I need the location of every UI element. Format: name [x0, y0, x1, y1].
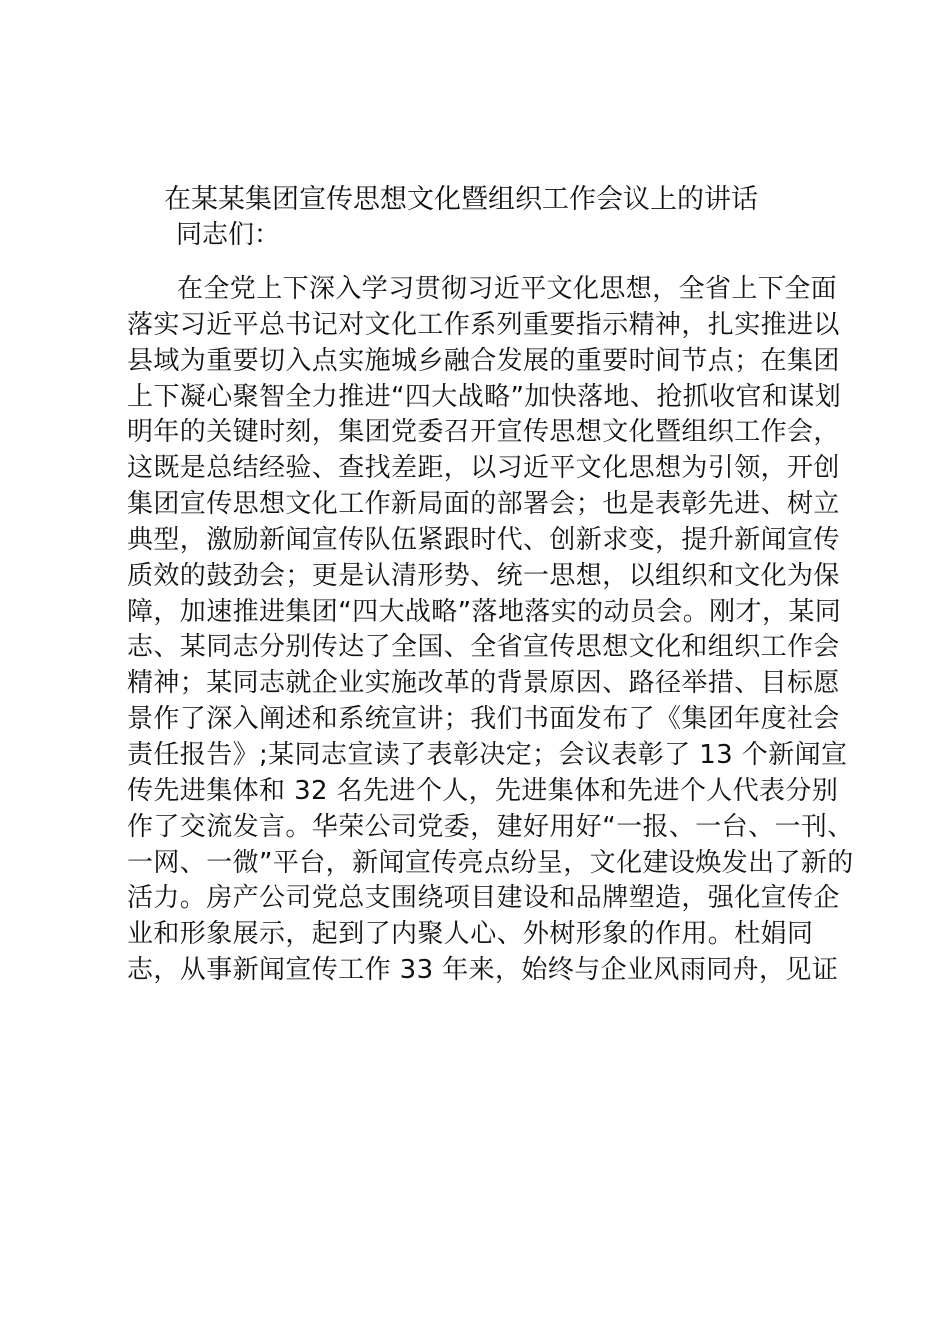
text-line: 县域为重要切入点实施城乡融合发展的重要时间节点；在集团 — [127, 345, 840, 376]
text-line: 精神；某同志就企业实施改革的背景原因、路径举措、目标愿 — [127, 668, 840, 699]
text-line: 在全党上下深入学习贯彻习近平文化思想，全省上下全面 — [177, 274, 838, 304]
text-line: 一网、一微”平台，新闻宣传亮点纷呈，文化建设焕发出了新的 — [127, 847, 854, 878]
text-line: 志，从事新闻宣传工作 33 年来，始终与企业风雨同舟，见证 — [127, 955, 839, 986]
text-line: 责任报告》;某同志宣读了表彰决定；会议表彰了 13 个新闻宣 — [127, 739, 848, 770]
text-line: 明年的关键时刻，集团党委召开宣传思想文化暨组织工作会， — [127, 417, 840, 448]
salutation: 同志们： — [176, 220, 281, 250]
text-line: 活力。房产公司党总支围绕项目建设和品牌塑造，强化宣传企 — [127, 883, 840, 914]
text-line: 业和形象展示，起到了内聚人心、外树形象的作用。杜娟同 — [127, 919, 814, 950]
text-line: 集团宣传思想文化工作新局面的部署会；也是表彰先进、树立 — [127, 489, 840, 520]
text-line: 志、某同志分别传达了全国、全省宣传思想文化和组织工作会 — [127, 632, 840, 663]
text-line: 上下凝心聚智全力推进“四大战略”加快落地、抢抓收官和谋划 — [127, 381, 842, 412]
text-line: 这既是总结经验、查找差距，以习近平文化思想为引领，开创 — [127, 453, 840, 484]
document-title: 在某某集团宣传思想文化暨组织工作会议上的讲话 — [164, 184, 758, 215]
text-line: 作了交流发言。华荣公司党委，建好用好“一报、一台、一刊、 — [127, 811, 854, 842]
text-line: 景作了深入阐述和系统宣讲；我们书面发布了《集团年度社会 — [127, 704, 840, 735]
text-line: 典型，激励新闻宣传队伍紧跟时代、创新求变，提升新闻宣传 — [127, 524, 840, 555]
text-line: 传先进集体和 32 名先进个人，先进集体和先进个人代表分别 — [127, 775, 839, 806]
text-line: 障，加速推进集团“四大战略”落地落实的动员会。刚才，某同 — [127, 596, 842, 627]
text-line: 质效的鼓劲会；更是认清形势、统一思想，以组织和文化为保 — [127, 560, 840, 591]
text-line: 落实习近平总书记对文化工作系列重要指示精神，扎实推进以 — [127, 309, 840, 340]
body-paragraph — [127, 272, 854, 989]
